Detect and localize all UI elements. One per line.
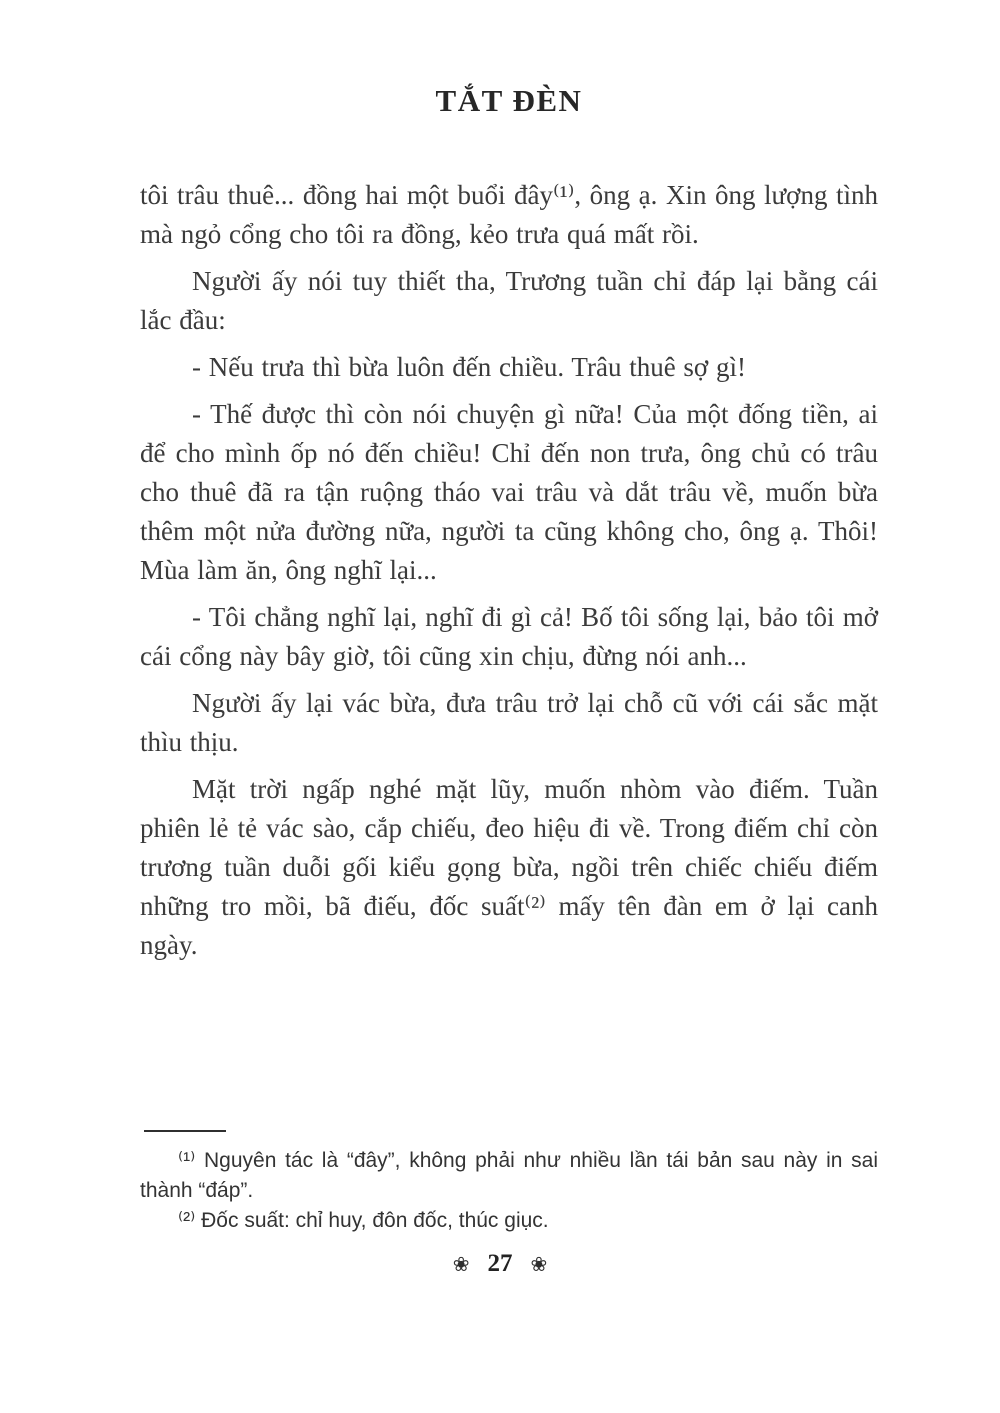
flower-ornament-right-icon: ❀: [530, 1252, 548, 1276]
footnote-1: ⁽¹⁾ Nguyên tác là “đây”, không phải như nhiều lần tái bản sau này in sai thành “đáp”.: [140, 1149, 878, 1202]
paragraph-5: - Tôi chẳng nghĩ lại, nghĩ đi gì cả! Bố tôi sống lại, bảo tôi mở cái cổng này bây giờ, tôi cũng xin chịu, đừng nói anh...: [140, 602, 878, 671]
flower-ornament-left-icon: ❀: [452, 1252, 470, 1276]
paragraph-4: - Thế được thì còn nói chuyện gì nữa! Của một đống tiền, ai để cho mình ốp nó đến chiều! Chỉ đến non trưa, ông chủ có trâu cho thuê đã ra tận ruộng tháo vai trâu và dắt trâu về, muốn bừa thêm một nửa đường nữa, người ta cũng không cho, ông ạ. Thôi! Mùa làm ăn, ông nghĩ lại...: [140, 399, 878, 585]
paragraph-1: tôi trâu thuê... đồng hai một buổi đây⁽¹⁾, ông ạ. Xin ông lượng tình mà ngỏ cổng cho tôi ra đồng, kẻo trưa quá mất rồi.: [140, 180, 878, 249]
paragraph-2: Người ấy nói tuy thiết tha, Trương tuần chỉ đáp lại bằng cái lắc đầu:: [140, 266, 878, 335]
footnote-2: ⁽²⁾ Đốc suất: chỉ huy, đôn đốc, thúc giục.: [178, 1209, 549, 1232]
page-number: 27: [487, 1250, 513, 1277]
page-footer: [0, 1252, 1000, 1276]
page-title: TẮT ĐÈN: [435, 83, 583, 118]
footnote-divider: [144, 1130, 226, 1132]
paragraph-3: - Nếu trưa thì bừa luôn đến chiều. Trâu thuê sợ gì!: [192, 352, 746, 382]
paragraph-7: Mặt trời ngấp nghé mặt lũy, muốn nhòm vào điếm. Tuần phiên lẻ tẻ vác sào, cắp chiếu, đeo hiệu đi về. Trong điếm chỉ còn trương tuần duỗi gối kiểu gọng bừa, ngồi trên chiếc chiếu điếm những tro mồi, bã điếu, đốc suất⁽²⁾ mấy tên đàn em ở lại canh ngày.: [140, 774, 878, 960]
paragraph-6: Người ấy lại vác bừa, đưa trâu trở lại chỗ cũ với cái sắc mặt thìu thịu.: [140, 688, 878, 757]
body-text: [140, 176, 878, 965]
footnote-area: [140, 1130, 878, 1236]
